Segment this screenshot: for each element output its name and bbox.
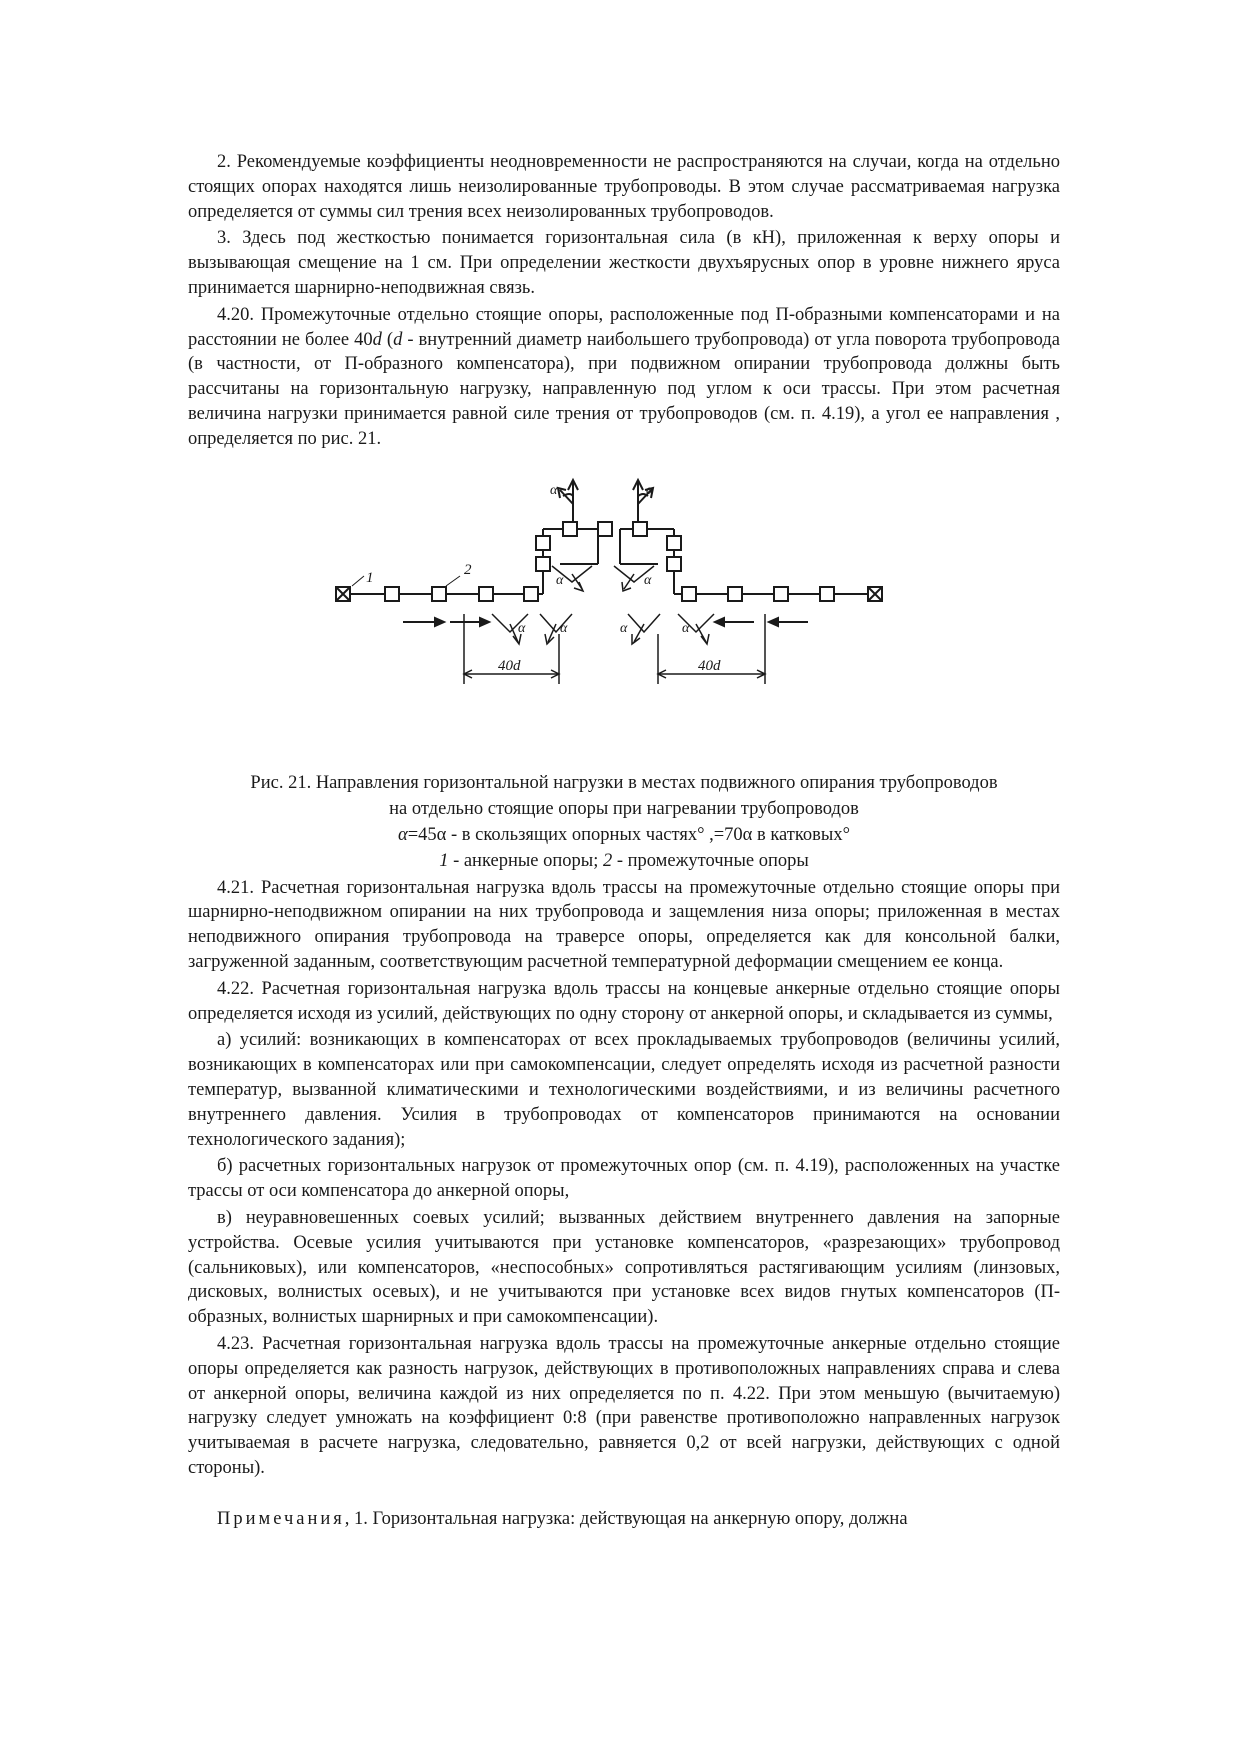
intermediate-support [479,587,493,601]
alpha-label: α [560,620,568,636]
alpha-label: α [556,572,564,588]
intermediate-support [563,522,577,536]
intermediate-support [385,587,399,601]
alpha-label: α [644,572,652,588]
figure-caption [188,770,1060,874]
intermediate-support [667,557,681,571]
intermediate-support [536,557,550,571]
legend-number: 2 [602,850,613,871]
paragraph-item-a: а) усилий: возникающих в компенсаторах от всех прокладываемых трубопроводов (величины усилий, возникающих в компенсаторах или при самокомпенсации, следует определять исходя из расчетной разности температур, вызванной климатическими и технологическими воздействиями, и из величины расчетного внутреннего давления. Усилия в трубопроводах от компенсаторов принимаются на основании технологического задания); [188,1030,1060,1150]
caption-line-2: на отдельно стоящие опоры при нагревании трубопроводов [389,798,859,819]
paragraph-4-22: 4.22. Расчетная горизонтальная нагрузка вдоль трассы на концевые анкерные отдельно стоящие опоры определяется исходя из усилий, действующих по одну сторону от анкерной опоры, и складывается из суммы, [188,978,1060,1024]
alpha-label: α [518,620,526,636]
intermediate-support [536,536,550,550]
text-fragment: ( [381,329,394,350]
alpha-symbol: α [398,824,408,845]
legend-number: 1 [439,850,449,871]
intermediate-support [820,587,834,601]
intermediate-support [598,522,612,536]
paragraph-item-v: в) неуравновешенных соевых усилий; вызванных действием внутреннего давления на запорные устройства. Осевые усилия учитываются при установке компенсаторов, «разрезающих» трубопровод (сальниковых), или компенсаторов, «неспособных» сопротивляться растягивающим усилиям (линзовых, дисковых, волнистых осевых), и не учитываются при установке всех видов гнутых компенсаторов (П-образных, волнистых шарнирных и при самокомпенсации). [188,1207,1060,1328]
intermediate-label-2: 2 [464,561,472,578]
paragraph-4-20 [188,303,1060,452]
caption-line-3 [188,822,1060,848]
paragraph-4-21: 4.21. Расчетная горизонтальная нагрузка вдоль трассы на промежуточные отдельно стоящие опоры при шарнирно-неподвижном опирании на них трубопровода и защемления низа опоры; приложенная в местах неподвижного опирания трубопровода на траверсе опоры, определяется как для консольной балки, загруженной заданным, соответствующим расчетной температурной деформации смещением ее конца. [188,877,1060,972]
paragraph-4-23: 4.23. Расчетная горизонтальная нагрузка вдоль трассы на промежуточные анкерные отдельно стоящие опоры определяется как разность нагрузок, действующих в противоположных направлениях справа и слева от анкерной опоры, величина каждой из них определяется по п. 4.22. При этом меньшую (вычитаемую) нагрузку следует умножать на коэффициент 0:8 (при равенстве противоположно направленных нагрузок учитываемая в расчете нагрузка, следовательно, равняется 0,2 от всей нагрузки, действующих с одной стороны). [188,1333,1060,1478]
italic-d: d [393,329,403,350]
pipeline-diagram [188,474,1060,764]
text-fragment: 4.20. Промежуточные отдельно стоящие опоры, расположенные под П-образными компенсаторами и на расстоянии не более 40 [188,304,1060,350]
alpha-label: α [620,620,628,636]
caption-line-1: Рис. 21. Направления горизонтальной нагрузки в местах подвижного опирания трубопроводов [250,772,998,793]
text-fragment: - внутренний диаметр наибольшего трубопровода) от угла поворота трубопровода (в частности, от П-образного компенсатора), при подвижном опирании трубопровода должны быть рассчитаны на горизонтальную нагрузку, направленную под углом к оси трассы. При этом расчетная величина нагрузки принимается равной силе трения от трубопроводов (см. п. 4.19), а угол ее направления , определяется по рис. 21. [188,329,1060,449]
figure-21-diagram [188,474,1060,764]
caption-text: =45α - в скользящих опорных частях° ,=70α в катковых° [407,824,850,845]
dimension-label-right: 40d [698,657,721,674]
paragraph-note-3: 3. Здесь под жесткостью понимается горизонтальная сила (в кН), приложенная к верху опоры и вызывающая смещение на 1 см. При определении жесткости двухъярусных опор в уровне нижнего яруса принимается шарнирно-неподвижная связь. [188,228,1060,298]
legend-text: - промежуточные опоры [612,850,809,871]
alpha-label: α [682,620,690,636]
legend-text: - анкерные опоры; [448,850,603,871]
intermediate-support [432,587,446,601]
paragraph-item-b: б) расчетных горизонтальных нагрузок от промежуточных опор (см. п. 4.19), расположенных на участке трассы от оси компенсатора до анкерной опоры, [188,1156,1060,1202]
intermediate-support [633,522,647,536]
dimension-label-left: 40d [498,657,521,674]
alpha-label: α [646,482,654,498]
notes-label: Примечания [217,1508,345,1529]
intermediate-support [682,587,696,601]
document-page [188,150,1060,1531]
anchor-label-1: 1 [366,569,374,586]
caption-line-4 [188,848,1060,874]
notes-text: , 1. Горизонтальная нагрузка: действующая на анкерную опору, должна [344,1508,908,1529]
intermediate-support [728,587,742,601]
alpha-label: α [550,482,558,498]
paragraph-note-2: 2. Рекомендуемые коэффициенты неодновременности не распространяются на случаи, когда на отдельно стоящих опорах находятся лишь неизолированные трубопроводы. В этом случае рассматриваемая нагрузка определяется от суммы сил трения всех неизолированных трубопроводов. [188,152,1060,222]
italic-d: d [372,329,382,350]
intermediate-support [524,587,538,601]
intermediate-support [774,587,788,601]
notes-paragraph [188,1507,1060,1532]
intermediate-support [667,536,681,550]
